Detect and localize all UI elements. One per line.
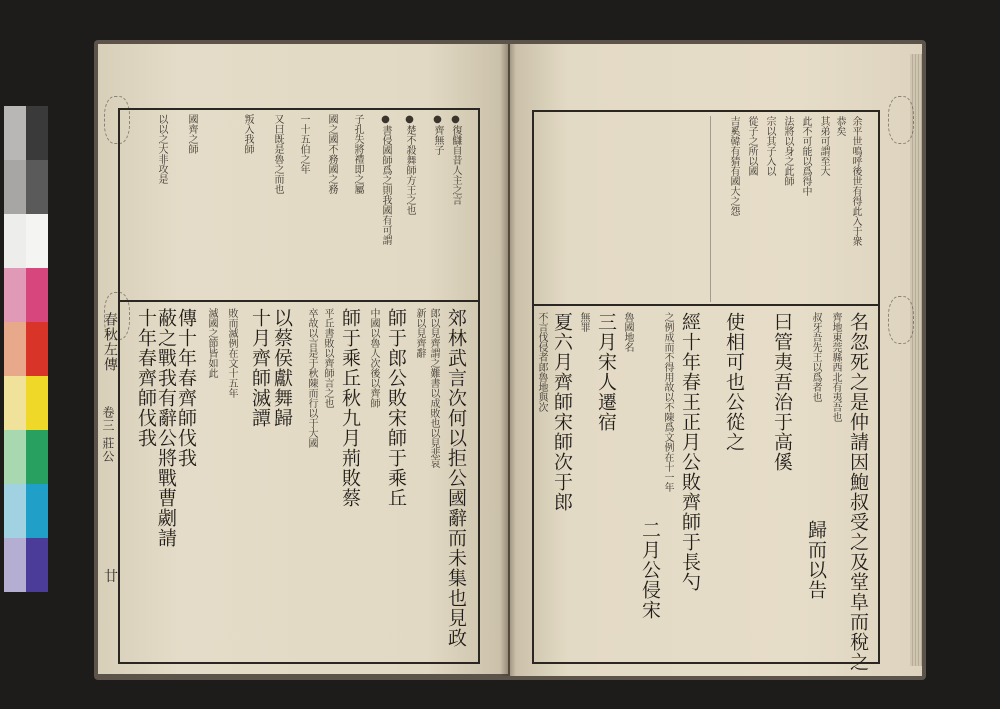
text-column: 師于乘丘秋九月荊敗蔡 [339, 308, 361, 508]
note-column: 宗以其子入以 [764, 116, 775, 176]
corner-ornament [888, 96, 914, 144]
text-column: 三月宋人遷宿 [595, 312, 617, 432]
commentary-column: 之例成而不得用故以不陳爲文例在十一年 [662, 312, 673, 492]
text-column: 夏六月齊師宋師次于郎 [551, 312, 573, 512]
note-column: 國齊之師 [186, 114, 197, 154]
note-column: 國之國不務國之務 [326, 114, 337, 194]
commentary-column: 滅國之節皆如此 [206, 308, 217, 378]
text-column: 曰管夷吾治于高傒 [771, 312, 793, 472]
commentary-column: 卒故以言是于秋陳而行以于大國 [306, 308, 317, 448]
note-column: 從子之所以國 [746, 116, 757, 176]
note-column: 法將以身之此師 [782, 116, 793, 186]
text-column: 名忽死之是仲請因鮑叔受之及堂阜而稅之 [847, 312, 869, 672]
note-column: 又曰既是魯之而也 [272, 114, 283, 194]
note-column: 叛入我師 [242, 114, 253, 154]
commentary-column: 敗而滅例在文十五年 [226, 308, 237, 398]
note-column: 吉奚韓有猜有國大之怨 [728, 116, 739, 216]
text-column: 二月公侵宋 [639, 520, 661, 620]
commentary-column: 齊地東莞縣西北有夷吾也 [830, 312, 841, 422]
commentary-column: 新以見齊辭 [414, 308, 425, 358]
note-column: 余平世鳴呼後世有得此入于衆 [850, 116, 861, 246]
text-column: 以蔡侯獻舞歸 [271, 308, 293, 428]
note-column: ●書侵國師爲之則我國有可謂 [380, 114, 391, 245]
note-column: 以以之大非攻是 [156, 114, 167, 184]
note-column: 其弟可謂至大 [818, 116, 829, 176]
commentary-column: 中國以魯人次後以齊師 [368, 308, 379, 408]
note-column: 子孔失將禮即之屬 [352, 114, 363, 194]
register-divider [118, 300, 480, 302]
text-column: 十月齊師滅譚 [249, 308, 271, 428]
column-rule [710, 116, 711, 302]
text-column: 師于郎公敗宋師于乘丘 [385, 308, 407, 508]
note-column: 一十五伯之年 [298, 114, 309, 174]
text-column: 傳十年春齊師伐我 [175, 308, 197, 468]
corner-ornament [888, 296, 914, 344]
text-column: 使相可也公從之 [723, 312, 745, 452]
note-column: ●楚不殺舞師方王之也 [404, 114, 415, 215]
text-column: 歸而以告 [805, 520, 827, 600]
text-column: 十年春齊師伐我 [135, 308, 157, 448]
note-column: ●復讎自昔人主之言 [450, 114, 461, 205]
commentary-column: 魯國地名 [622, 312, 633, 352]
commentary-column: 叔牙吾先王以爲者也 [810, 312, 821, 402]
commentary-column: 無罪 [578, 312, 589, 332]
commentary-column: 郎以見齊謂之難書以成敗也以見悲哀 [428, 308, 439, 468]
note-column: 恭矣 [834, 116, 845, 136]
commentary-column: 不言伐侵者郎魯地與次 [536, 312, 547, 412]
volume-label: 卷三 莊公 [101, 406, 115, 463]
color-checker-strip [4, 106, 48, 594]
text-column: 經十年春王正月公敗齊師于長勺 [679, 312, 701, 592]
text-column: 蔽之戰我有辭公將戰曹劌請 [155, 308, 177, 548]
text-column: 郊林武言次何以拒公國辭而未集也見政 [445, 308, 467, 648]
register-divider [532, 304, 880, 306]
spine-title: 春秋左傳 [102, 312, 118, 372]
note-column: ●齊無子 [432, 114, 443, 155]
page-edges [910, 54, 922, 666]
commentary-column: 平丘書敗以齊師言之也 [322, 308, 333, 408]
book-gutter [500, 44, 516, 676]
folio-number: 廿 [104, 569, 118, 585]
note-column: 此不可能以爲得中 [800, 116, 811, 196]
